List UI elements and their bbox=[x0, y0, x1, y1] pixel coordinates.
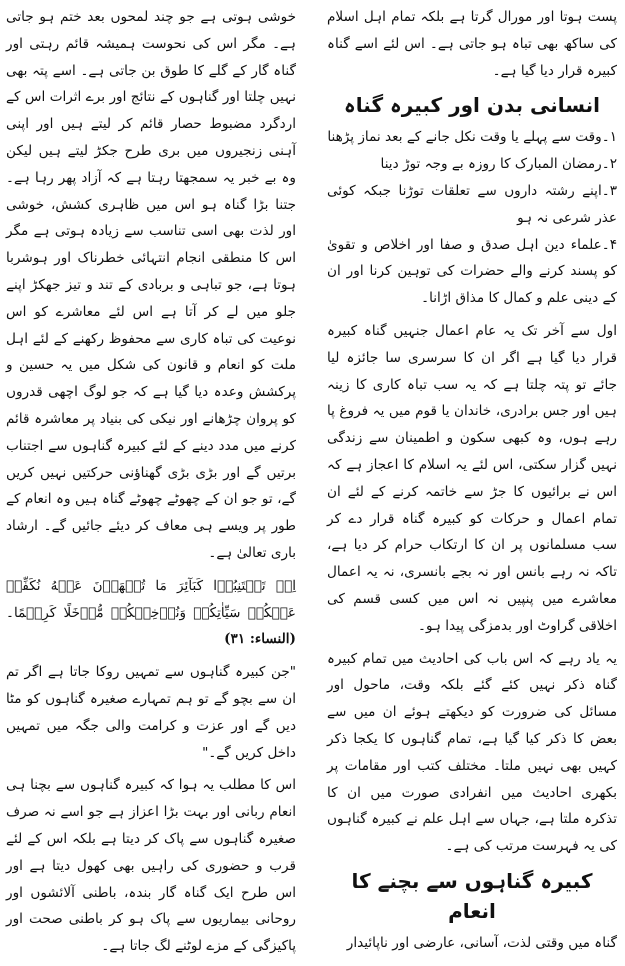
body-paragraph: خوشی ہوتی ہے جو چند لمحوں بعد ختم ہو جاتی ہے۔ مگر اس کی نحوست ہمیشہ قائم رہتی اور گناہ گار کے گلے کا طوق بن جاتی ہے۔ اسے پتہ بھی نہیں چلتا اور گناہوں کے نتائج اور برے اثرات اس کے اردگرد مضبوط حصار قائم کر لیتے ہیں اور اپنی آہنی زنجیروں میں بری طرح جکڑ لیتے ہیں لیکن وہ بے خبر یہ سمجھتا رہتا ہے کہ آزاد پھر رہا ہے۔ جتنا بڑا گناہ ہو اس میں ظاہری کشش، خوشی اور لذت بھی اسی تناسب سے زیادہ ہوتی ہے مگر اس کا منطقی انجام انتہائی خطرناک اور ہوشربا ہوتا ہے، جو تباہی و بربادی کے تند و تیز جھکڑ اپنے جلو میں لے کر آتا ہے اس لئے معاشرے کو اس نوعیت کی تباہ کاری سے محفوظ رکھنے کے لئے اہل ملت کو انعام و قانون کی شکل میں یہ حسین و پرکشش وعدہ دیا گیا ہے کہ جو لوگ اچھی قدروں کو پروان چڑھانے اور نیکی کی بنیاد پر معاشرہ قائم کرنے میں مدد دینے کے لئے کبیرہ گناہوں سے اجتناب برتیں گے اور بڑی بڑی گھناؤنی حرکتیں نہیں کریں گے، تو جو ان کے چھوٹے چھوٹے گناہ ہیں وہ انعام کے طور پر ویسے ہی معاف کر دیئے جائیں گے۔ ارشاد باری تعالیٰ ہے۔ bbox=[6, 9, 296, 561]
list-item: ۱۔وقت سے پہلے یا وقت نکل جانے کے بعد نماز پڑھنا bbox=[327, 129, 617, 146]
verse-reference: (النساء: ۳۱) bbox=[224, 631, 296, 648]
body-paragraph: یہ یاد رہے کہ اس باب کی احادیث میں تمام کبیرہ گناہ ذکر نہیں کئے گئے بلکہ وقت، ماحول اور مسائل کی ضرورت کو دیکھتے ہوئے ان میں سے بعض کا ذکر کیا گیا ہے، تمام گناہوں کا یکجا ذکر کہیں بھی نہیں ملتا۔ مختلف کتب اور مقامات پر بکھری احادیث میں انفرادی صورت میں ان کا تذکرہ ملتا ہے، جہاں سے اہل علم نے کبیرہ گناہوں کی یہ فہرست مرتب کی ہے۔ bbox=[327, 650, 617, 855]
right-column bbox=[327, 4, 617, 963]
list-item: ۳۔اپنے رشتہ داروں سے تعلقات توڑنا جبکہ کوئی عذر شرعی نہ ہو bbox=[327, 182, 617, 226]
list-item: ۴۔علماء دین اہل صدق و صفا اور اخلاص و تقویٰ کو پسند کرنے والے حضرات کی توہین کرنا اور ان کے دینی علم و کمال کا مذاق اڑانا۔ bbox=[327, 236, 617, 307]
section-heading-body-sins: انسانی بدن اور کبیرہ گناہ bbox=[344, 93, 600, 118]
verse-translation: "جن کبیرہ گناہوں سے تمہیں روکا جاتا ہے اگر تم ان سے بچو گے تو ہم تمہارے صغیرہ گناہوں کو مٹا دیں گے اور عزت و کرامت والی جگہ میں تمہیں داخل کریں گے۔" bbox=[6, 664, 296, 761]
body-paragraph: اول سے آخر تک یہ عام اعمال جنہیں گناہ کبیرہ قرار دیا گیا ہے اگر ان کا سرسری سا جائزہ لیا جائے تو پتہ چلتا ہے کہ یہ سب تباہ کاری کا زینہ ہیں اور جس برادری، خاندان یا قوم میں یہ فروغ پا رہے ہوں، وہ کبھی سکون و اطمینان سے زندگی نہیں گزار سکتی، اس لئے یہ اسلام کا اعجاز ہے کہ اس نے برائیوں کا جڑ سے خاتمہ کرنے کے لئے ان تمام اعمال و حرکات کو کبیرہ گناہ قرار دے کر سب مسلمانوں پر ان کا ارتکاب حرام کر دیا ہے، تاکہ نہ رہے بانس اور نہ بجے بانسری، نہ یہ اعمال معاشرے میں پنپیں نہ اس میں کسی قسم کی اخلاقی گراوٹ اور بدمزگی پیدا ہو۔ bbox=[327, 322, 617, 634]
intro-paragraph: پست ہوتا اور مورال گرتا ہے بلکہ تمام اہل اسلام کی ساکھ بھی تباہ ہو جاتی ہے۔ اس لئے اسے گناہ کبیرہ قرار دیا گیا ہے۔ bbox=[327, 9, 617, 79]
section-heading-reward: کبیرہ گناہوں سے بچنے کا انعام bbox=[351, 868, 593, 923]
body-paragraph: گناہ میں وقتی لذت، آسانی، عارضی اور ناپائیدار bbox=[346, 934, 617, 951]
quran-verse bbox=[6, 573, 296, 653]
left-column bbox=[6, 4, 296, 966]
body-paragraph: اس کا مطلب یہ ہوا کہ کبیرہ گناہوں سے بچنا ہی انعام ربانی اور بہت بڑا اعزاز ہے جو اسے نہ صرف صغیرہ گناہوں سے پاک کر دیتا ہے بلکہ اس کے لئے قرب و حضوری کی راہیں بھی کھول دیتا ہے اور اس طرح ایک گناہ گار بندہ، باطنی آلائشوں اور روحانی بیماریوں سے پاک ہو کر باطنی صحت اور پاکیزگی کے مزے لوٹنے لگ جاتا ہے۔ bbox=[6, 777, 296, 955]
list-item: ۲۔رمضان المبارک کا روزہ بے وجہ توڑ دینا bbox=[380, 156, 617, 173]
verse-arabic: اِنۡ تَجۡتَنِبُوۡا كَبَآئِرَ مَا تُنۡهَوۡنَ عَنۡهُ نُكَفِّرۡ عَنۡكُمۡ سَيِّاٰتِكُمۡ وَنُدۡخِلۡكُمۡ مُّدۡخَلًا كَرِيۡمًا۔ bbox=[6, 577, 296, 621]
sins-list bbox=[327, 124, 617, 312]
